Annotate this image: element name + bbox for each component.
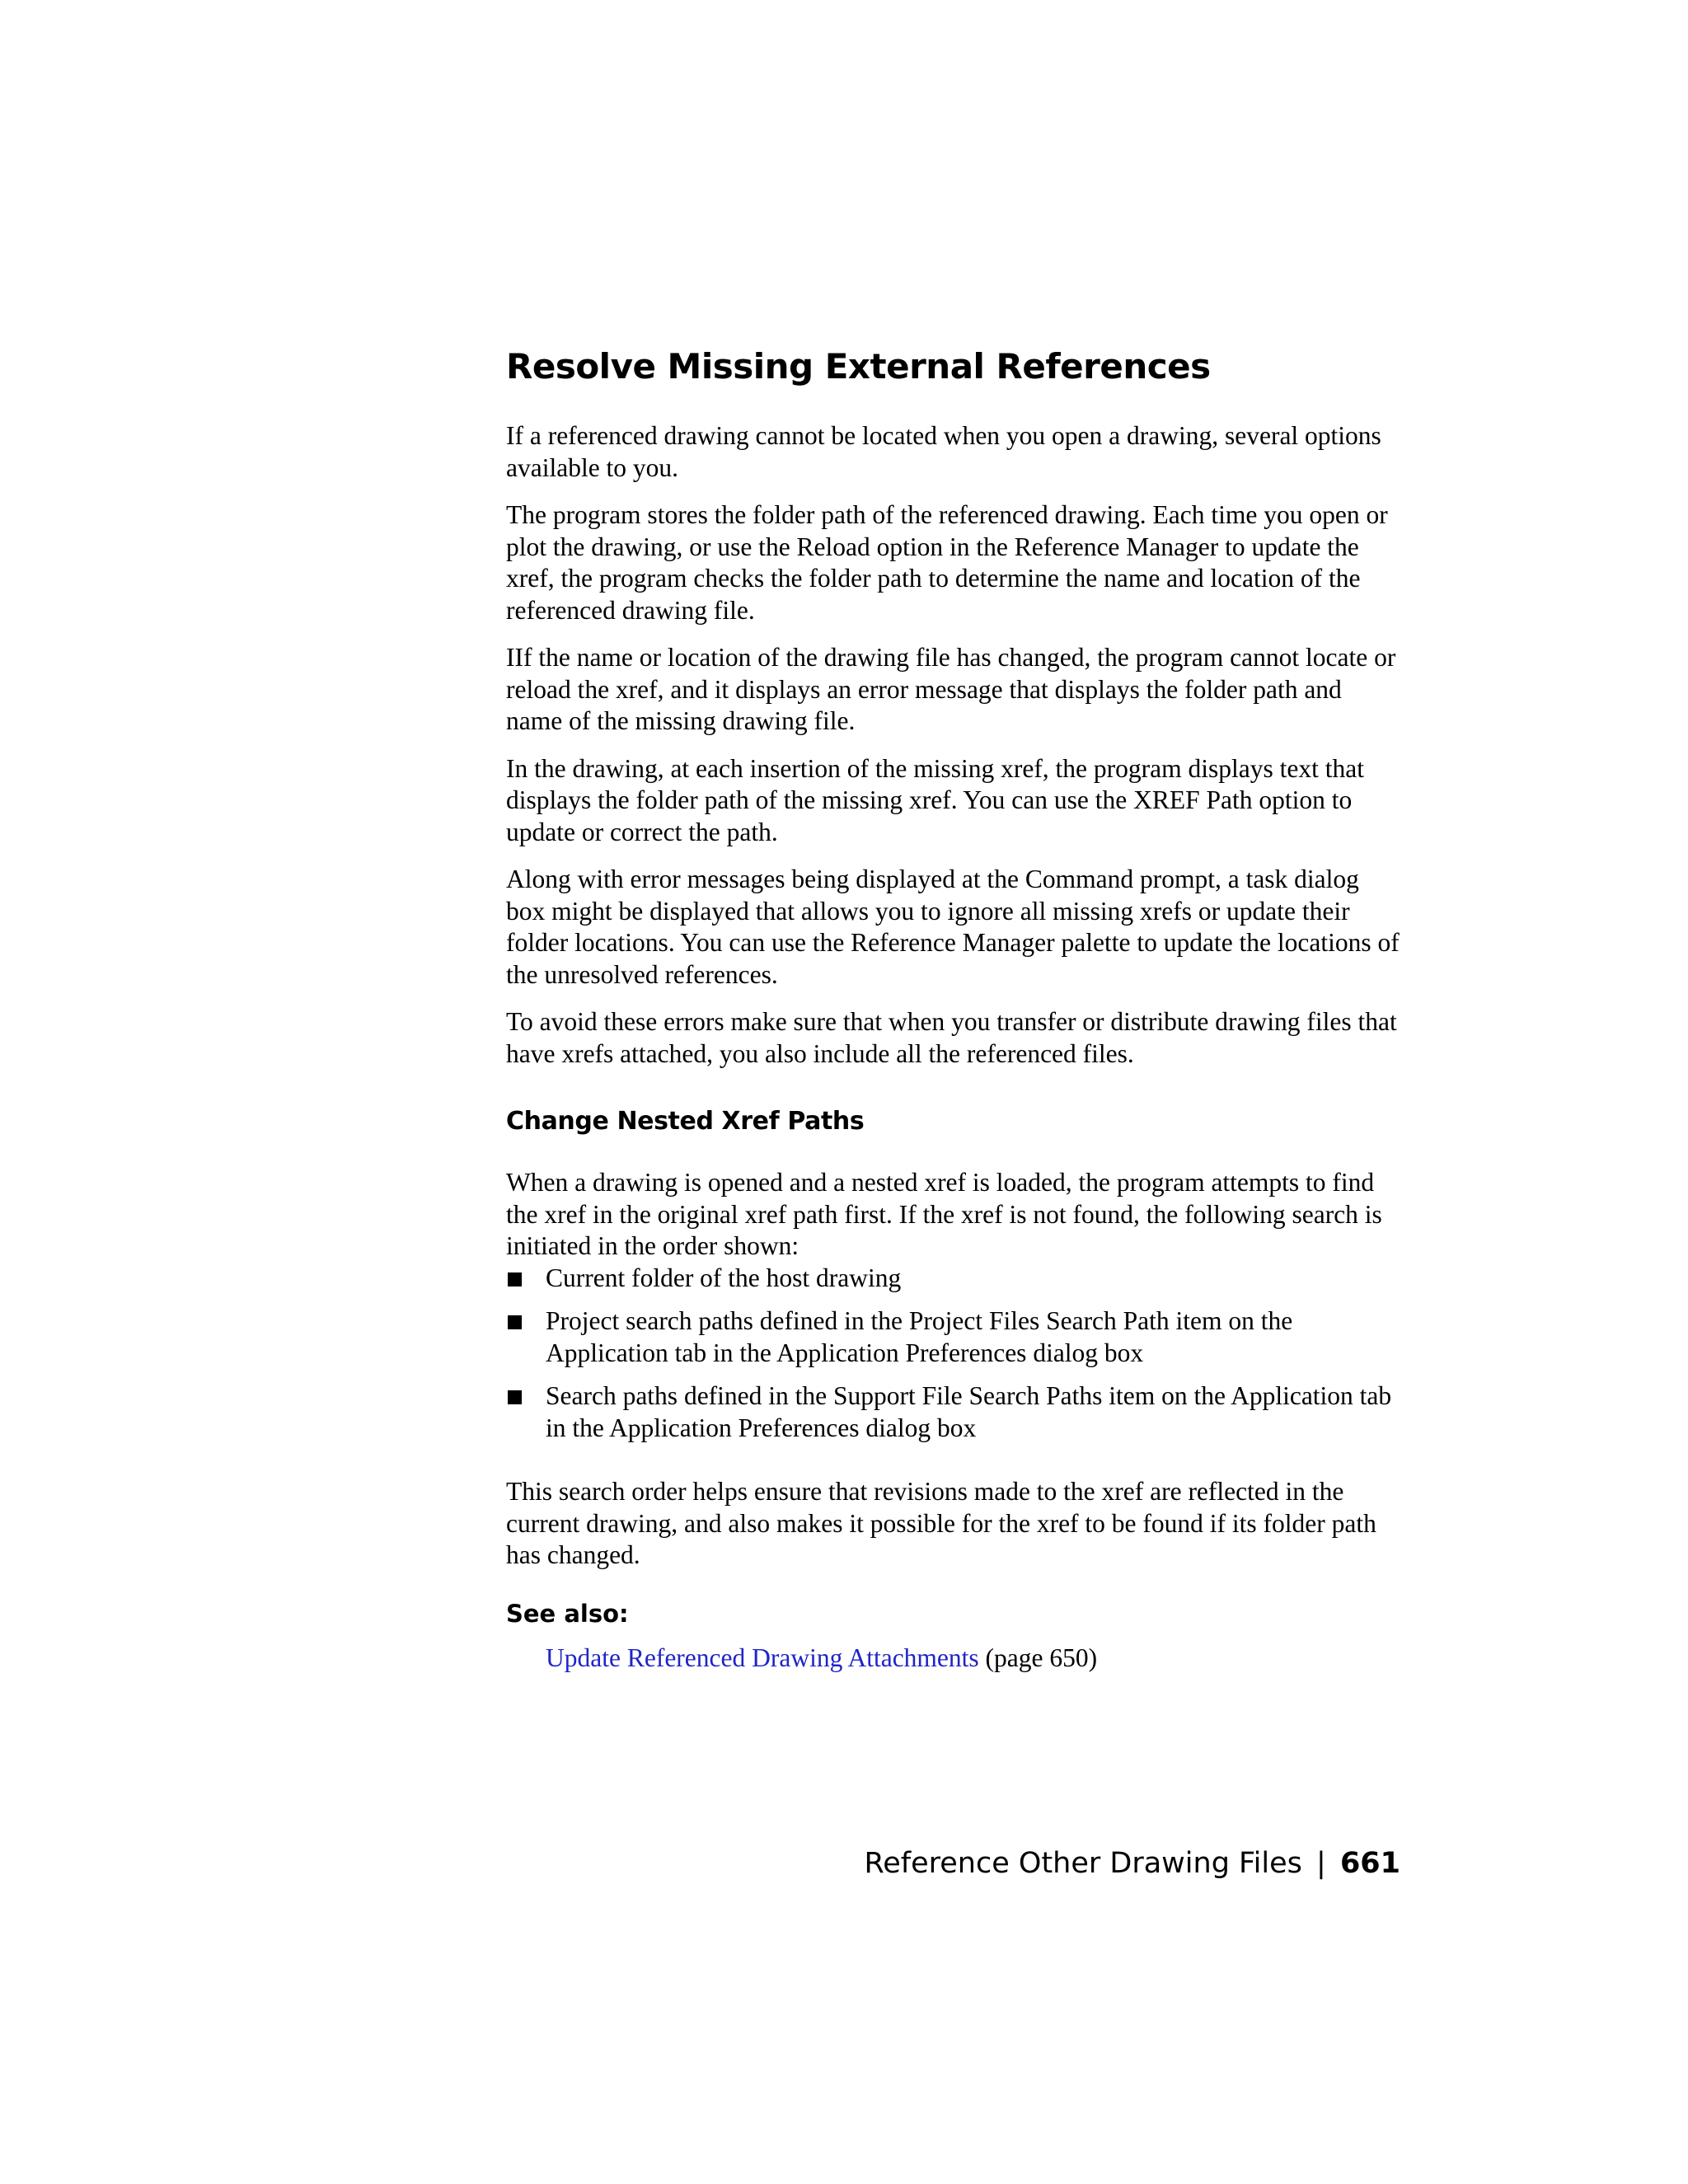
list-item-text: Project search paths defined in the Project Files Search Path item on the Application tab in the Application Preferences dialog box	[546, 1306, 1293, 1367]
paragraph-6: To avoid these errors make sure that when you transfer or distribute drawing files that have xrefs attached, you also include all the referenced files.	[506, 1007, 1397, 1068]
subsection-intro: When a drawing is opened and a nested xref is loaded, the program attempts to find the xref in the original xref path first. If the xref is not found, the following search is initiated in the order shown:	[506, 1168, 1382, 1261]
paragraph-1: If a referenced drawing cannot be located when you open a drawing, several options available to you.	[506, 421, 1381, 482]
bullet-square-icon	[508, 1390, 522, 1404]
search-order-list	[506, 1263, 1400, 1445]
list-item	[506, 1263, 1400, 1295]
page-footer	[865, 1846, 1400, 1881]
bullet-square-icon	[508, 1272, 522, 1286]
page-title: Resolve Missing External References	[506, 346, 1211, 387]
list-item-text: Search paths defined in the Support File Search Paths item on the Application tab in the Application Preferences dialog box	[546, 1381, 1392, 1442]
paragraph-3: IIf the name or location of the drawing file has changed, the program cannot locate or reload the xref, and it displays an error message that displays the folder path and name of the missing drawing file.	[506, 643, 1396, 736]
list-item	[506, 1380, 1400, 1444]
see-also-label: See also:	[506, 1599, 629, 1628]
page-number: 661	[1339, 1847, 1400, 1880]
footer-separator: |	[1316, 1847, 1326, 1880]
subsection-heading: Change Nested Xref Paths	[506, 1107, 865, 1137]
subsection-closing: This search order helps ensure that revisions made to the xref are reflected in the current drawing, and also makes it possible for the xref to be found if its folder path has changed.	[506, 1477, 1376, 1570]
paragraph-2: The program stores the folder path of the referenced drawing. Each time you open or plot the drawing, or use the Reload option in the Reference Manager to update the xref, the program checks the folder path to determine the name and location of the referenced drawing file.	[506, 500, 1388, 625]
see-also-entry	[506, 1643, 1400, 1675]
update-attachments-link[interactable]: Update Referenced Drawing Attachments	[546, 1643, 979, 1672]
list-item-text: Current folder of the host drawing	[546, 1263, 902, 1292]
paragraph-4: In the drawing, at each insertion of the missing xref, the program displays text that displays the folder path of the missing xref. You can use the XREF Path option to update or correct the path.	[506, 753, 1364, 846]
list-item	[506, 1305, 1400, 1369]
bullet-square-icon	[508, 1315, 522, 1329]
main-content	[506, 346, 1400, 1674]
paragraph-5: Along with error messages being displayed at the Command prompt, a task dialog box might be displayed that allows you to ignore all missing xrefs or update their folder locations. You can use the Reference Manager palette to update the locations of the unresolved references.	[506, 865, 1400, 989]
page-reference: (page 650)	[978, 1643, 1098, 1672]
footer-section-title: Reference Other Drawing Files	[864, 1847, 1302, 1880]
